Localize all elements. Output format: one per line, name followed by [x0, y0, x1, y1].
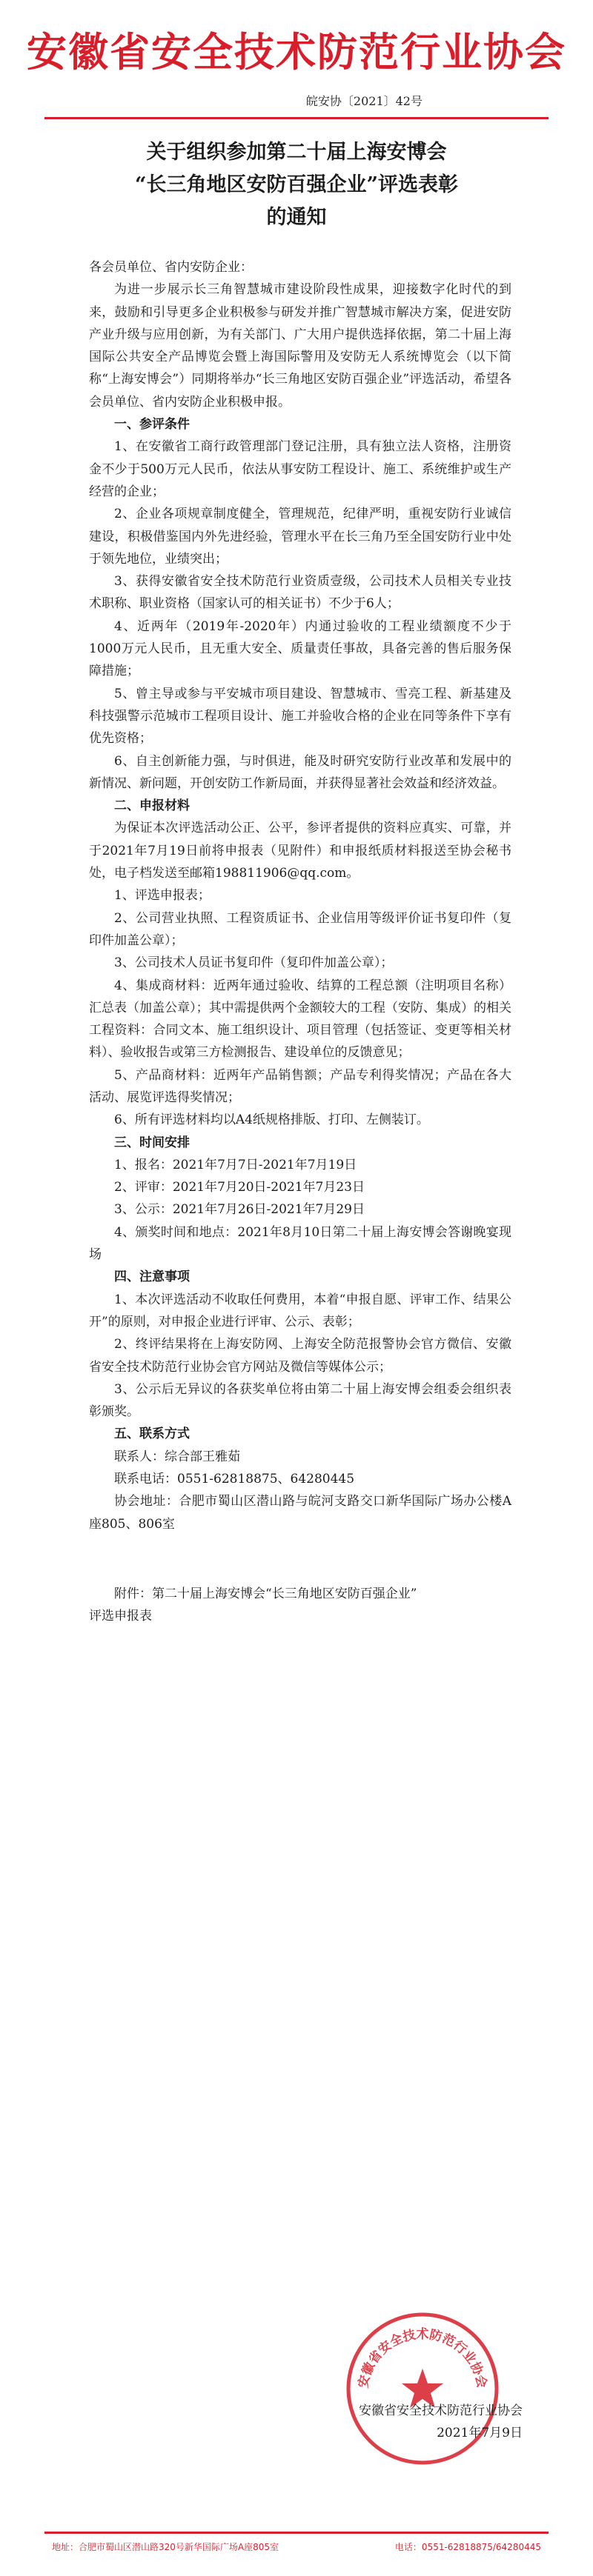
signature-org: 安徽省安全技术防范行业协会 [359, 2403, 523, 2418]
notice-title [0, 136, 593, 234]
notice-body [89, 256, 511, 1628]
contact-person: 联系人：综合部王雅茹 [114, 1449, 240, 1464]
attachment-line: 附件：第二十届上海安博会“长三角地区安防百强企业” [114, 1586, 417, 1601]
signature-date: 2021年7月9日 [437, 2426, 523, 2440]
header-divider [44, 117, 549, 119]
contact-address: 协会地址：合肥市蜀山区潜山路与皖河支路交口新华国际广场办公楼A座805、806室 [89, 1494, 511, 1532]
intro-paragraph: 为进一步展示长三角智慧城市建设阶段性成果，迎接数字化时代的到来，鼓励和引导更多企业积极参与研发并推广智慧城市解决方案，促进安防产业升级与应用创新，为有关部门、广大用户提供选择依据，第二十届上海国际公共安全产品博览会暨上海国际警用及安防无人系统博览会（以下简称“上海安博会”）同期将举办“长三角地区安防百强企业”评选活动，希望各会员单位、省内安防企业积极申报。 [89, 282, 511, 410]
footer-phone: 电话：0551-62818875/64280445 [394, 2542, 541, 2552]
list-item: 4、颁奖时间和地点：2021年8月10日第二十届上海安博会答谢晚宴现场 [89, 1224, 511, 1263]
title-line-1: 关于组织参加第二十届上海安博会 [146, 141, 447, 164]
list-item: 5、曾主导或参与平安城市项目建设、智慧城市、雪亮工程、新基建及科技强警示范城市工程项目设计、施工并验收合格的企业在同等条件下享有优先资格； [89, 686, 511, 747]
section-intro: 为保证本次评选活动公正、公平，参评者提供的资料应真实、可靠，并于2021年7月19日前将申报表（见附件）和申报纸质材料报送至协会秘书处，电子档发送至邮箱198811906@qq.com。 [89, 821, 511, 881]
list-item: 1、报名：2021年7月7日-2021年7月19日 [114, 1157, 357, 1172]
list-item: 2、企业各项规章制度健全，管理规范，纪律严明，重视安防行业诚信建设，积极借鉴国内外先进经验，管理水平在长三角乃至全国安防行业中处于领先地位，业绩突出； [89, 507, 511, 567]
list-item: 3、公示：2021年7月26日-2021年7月29日 [114, 1202, 365, 1218]
doc-number: 皖安协〔2021〕42号 [305, 94, 423, 108]
list-item: 3、公司技术人员证书复印件（复印件加盖公章）； [114, 955, 394, 971]
list-item: 5、产品商材料：近两年产品销售额；产品专利得奖情况；产品在各大活动、展览评选得奖情况； [89, 1067, 511, 1105]
section-heading: 一、参评条件 [114, 417, 190, 433]
salutation: 各会员单位、省内安防企业： [89, 260, 253, 275]
seal-text: 安徽省安全技术防范行业协会 [356, 2327, 489, 2389]
section-heading: 三、时间安排 [114, 1135, 190, 1150]
contact-phone: 联系电话：0551-62818875、64280445 [114, 1472, 355, 1487]
footer-divider [44, 2532, 549, 2534]
list-item: 4、近两年（2019年-2020年）内通过验收的工程业绩额度不少于1000万元人民币，且无重大安全、质量责任事故，具备完善的售后服务保障措施； [89, 618, 511, 679]
official-seal-icon [337, 2303, 508, 2474]
title-line-2: “长三角地区安防百强企业”评选表彰 [134, 173, 459, 196]
signature-block [359, 2400, 523, 2444]
list-item: 1、本次评选活动不收取任何费用，本着“申报自愿、评审工作、结果公开”的原则，对申报企业进行评审、公示、表彰； [89, 1292, 511, 1329]
list-item: 3、公示后无异议的各获奖单位将由第二十届上海安博会组委会组织表彰颁奖。 [89, 1381, 511, 1420]
list-item: 1、在安徽省工商行政管理部门登记注册，具有独立法人资格，注册资金不少于500万元人民币，依法从事安防工程设计、施工、系统维护或生产经营的企业； [89, 439, 511, 499]
footer-address: 地址：合肥市蜀山区潜山路320号新华国际广场A座805室 [52, 2542, 279, 2552]
section-heading: 五、联系方式 [114, 1427, 190, 1442]
list-item: 3、获得安徽省安全技术防范行业资质壹级，公司技术人员相关专业技术职称、职业资格（国家认可的相关证书）不少于6人； [89, 574, 511, 612]
list-item: 2、评审：2021年7月20日-2021年7月23日 [114, 1180, 365, 1195]
list-item: 6、所有评选材料均以A4纸规格排版、打印、左侧装订。 [114, 1112, 429, 1128]
section-heading: 四、注意事项 [114, 1269, 190, 1285]
title-line-3: 的通知 [266, 206, 327, 229]
list-item: 2、公司营业执照、工程资质证书、企业信用等级评价证书复印件（复印件加盖公章）； [89, 910, 511, 948]
list-item: 1、评选申报表； [114, 888, 211, 904]
org-title: 安徽省安全技术防范行业协会 [27, 28, 566, 76]
list-item: 4、集成商材料：近两年通过验收、结算的工程总额（注明项目名称）汇总表（加盖公章）；其中需提供两个金额较大的工程（安防、集成）的相关工程资料：合同文本、施工组织设计、项目管理（包括签证、变更等相关材料）、验收报告或第三方检测报告、建设单位的反馈意见； [89, 978, 511, 1061]
footer [52, 2540, 541, 2553]
attachment-line-cont: 评选申报表 [89, 1609, 152, 1624]
list-item: 6、自主创新能力强，与时俱进，能及时研究安防行业改革和发展中的新情况、新问题，开创安防工作新局面，并获得显著社会效益和经济效益。 [89, 753, 511, 791]
section-heading: 二、申报材料 [114, 798, 190, 814]
list-item: 2、终评结果将在上海安防网、上海安全防范报警协会官方微信、安徽省安全技术防范行业协会官方网站及微信等媒体公示； [89, 1337, 511, 1375]
